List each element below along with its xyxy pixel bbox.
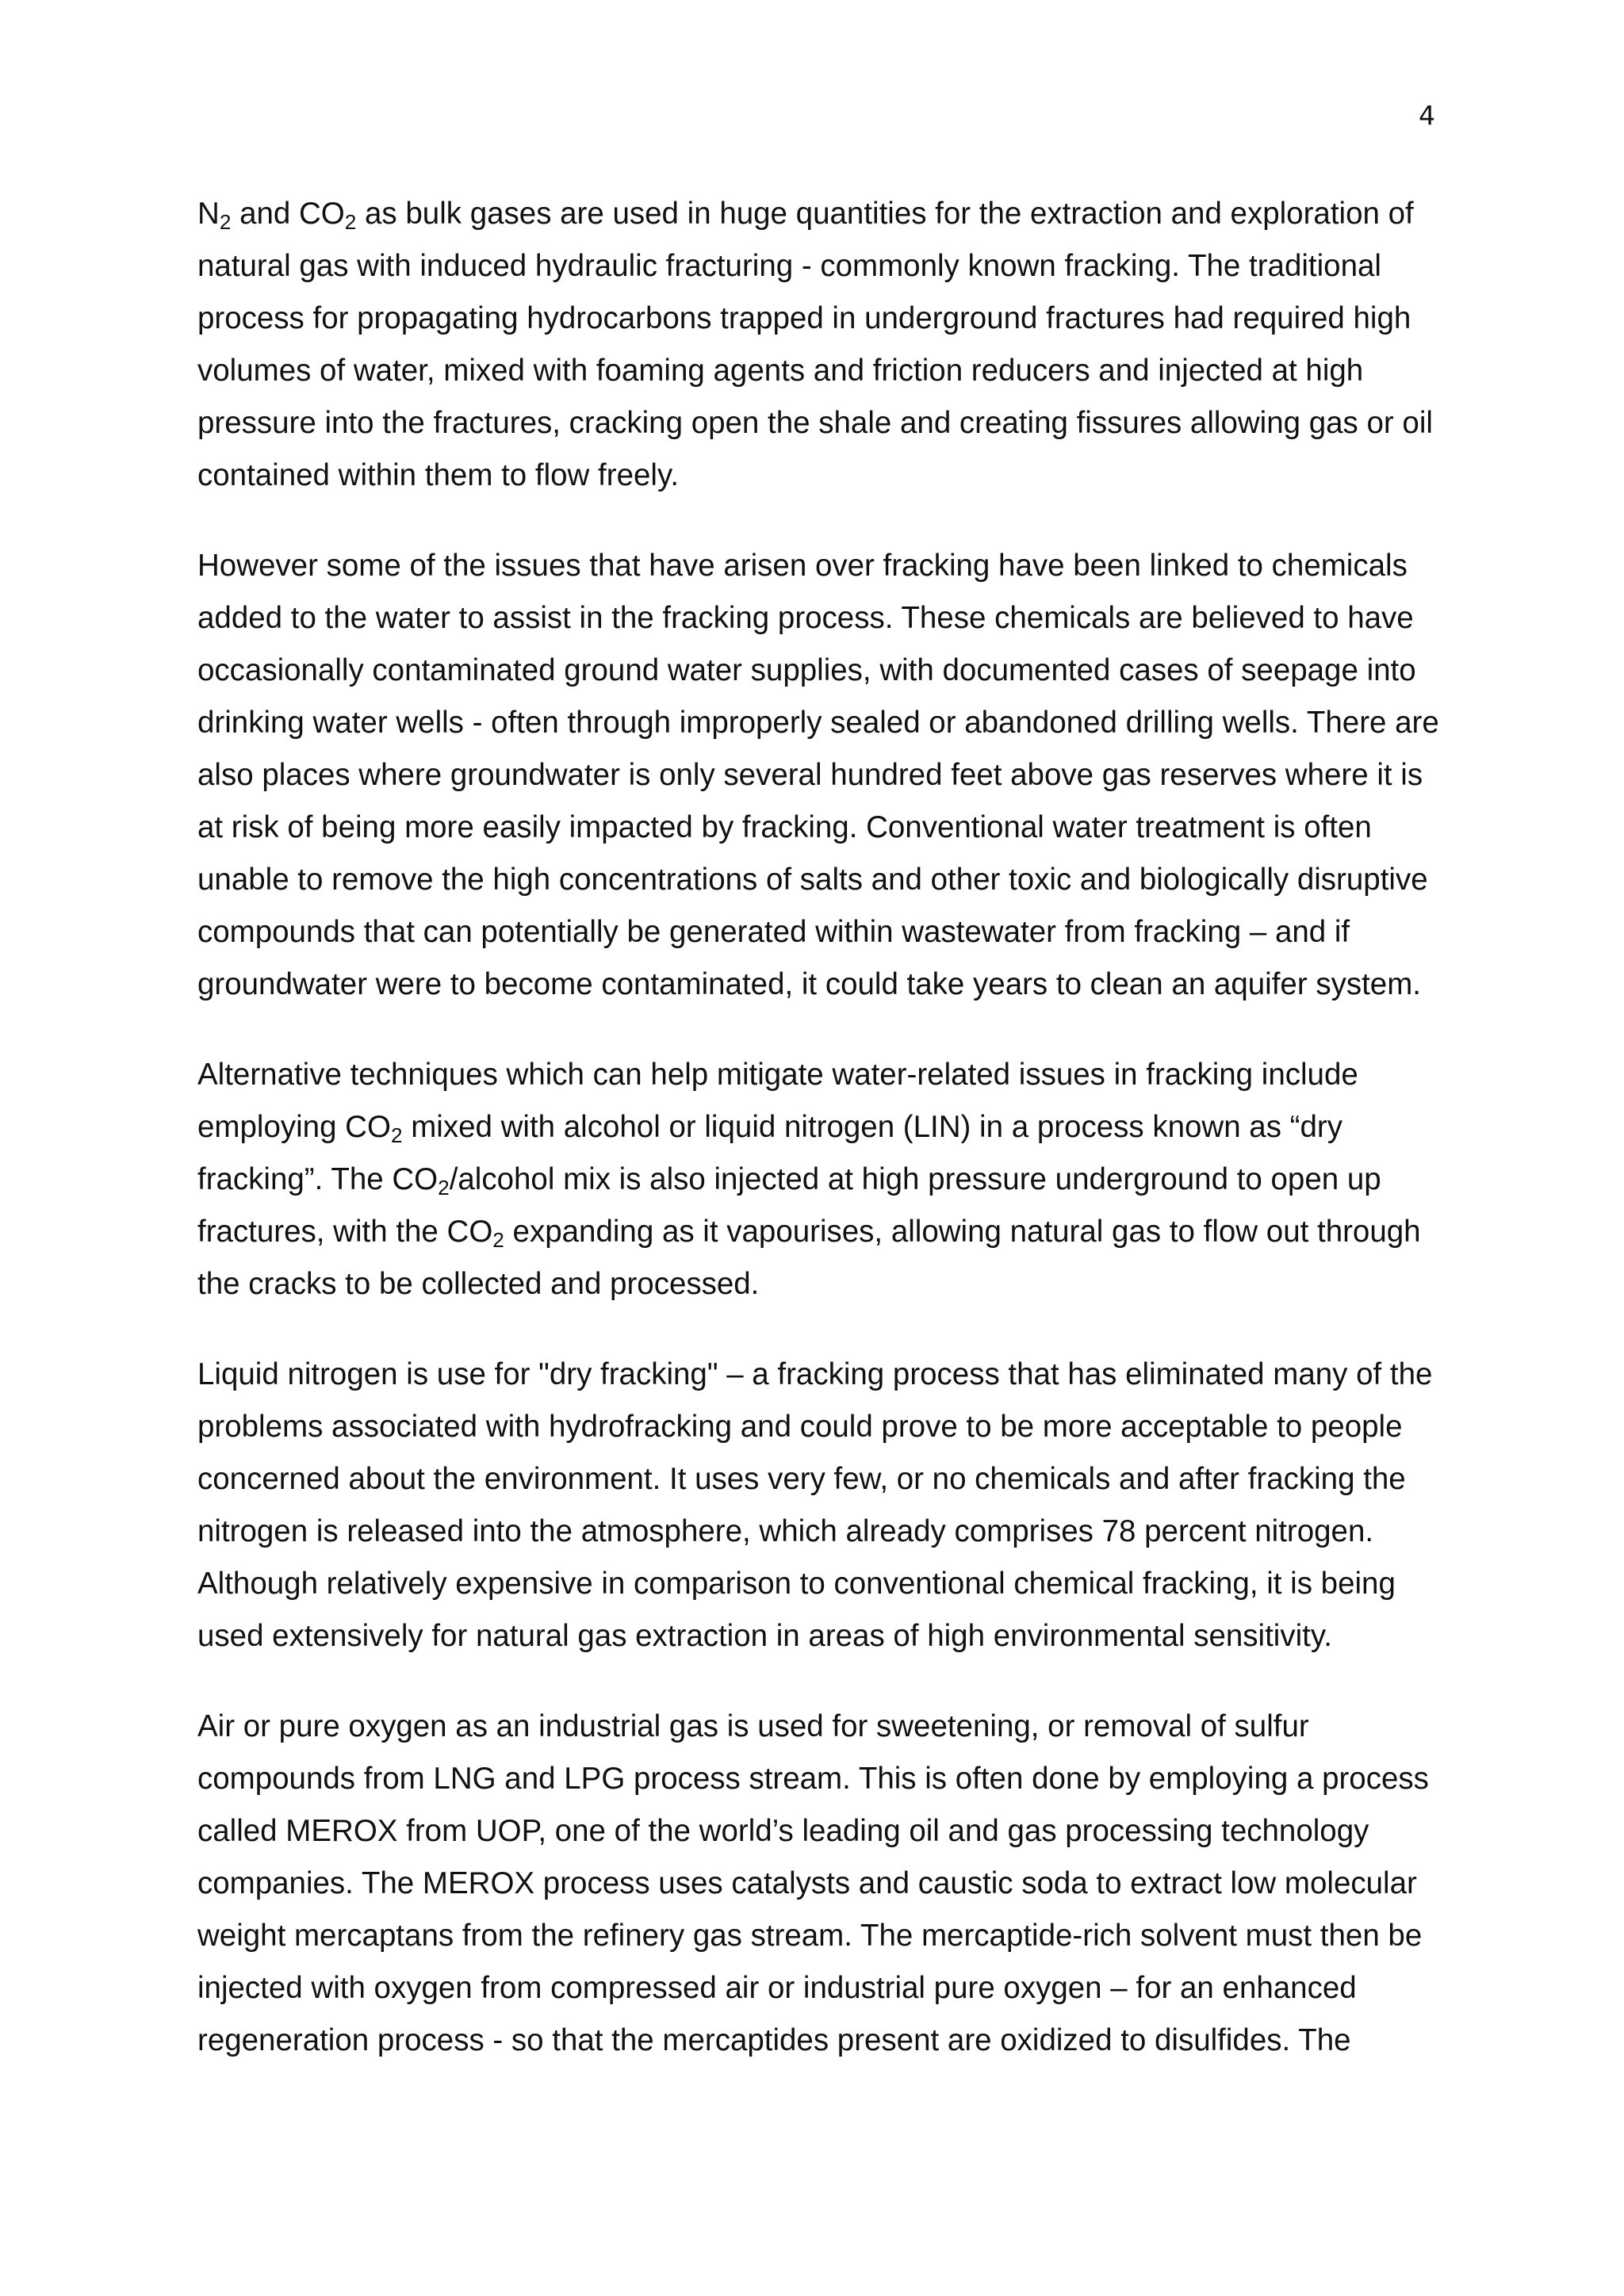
text-run: the cracks to be collected and processed. [197, 1267, 760, 1301]
text-line [197, 1049, 1450, 1101]
text-run: regeneration process - so that the mercaptides present are oxidized to disulfides. The [197, 2023, 1351, 2057]
text-run: natural gas with induced hydraulic fracturing - commonly known fracking. The traditional [197, 249, 1381, 283]
text-run: at risk of being more easily impacted by fracking. Conventional water treatment is often [197, 810, 1372, 844]
subscript: 2 [438, 1175, 450, 1200]
text-run: drinking water wells - often through improperly sealed or abandoned drilling wells. There are [197, 706, 1439, 740]
paragraph [197, 1349, 1450, 1663]
text-line [197, 1453, 1450, 1506]
text-line [197, 1101, 1450, 1154]
text-line [197, 1610, 1450, 1663]
text-run: companies. The MEROX process uses catalysts and caustic soda to extract low molecular [197, 1866, 1417, 1900]
text-run: Air or pure oxygen as an industrial gas is used for sweetening, or removal of sulfur [197, 1709, 1309, 1743]
text-line [197, 1858, 1450, 1910]
text-line [197, 697, 1450, 749]
text-line [197, 1558, 1450, 1610]
subscript: 2 [390, 1123, 403, 1147]
text-run: process for propagating hydrocarbons trapped in underground fractures had required high [197, 301, 1411, 335]
text-run: unable to remove the high concentrations of salts and other toxic and biologically disruptive [197, 863, 1428, 897]
text-run: mixed with alcohol or liquid nitrogen (LIN) in a process known as “dry [402, 1110, 1342, 1144]
text-run: Although relatively expensive in comparison to conventional chemical fracking, it is being [197, 1567, 1396, 1601]
text-line [197, 1349, 1450, 1401]
text-run: N [197, 197, 220, 231]
text-run: volumes of water, mixed with foaming agents and friction reducers and injected at high [197, 354, 1364, 388]
text-run: Liquid nitrogen is use for "dry fracking" – a fracking process that has eliminated many of the [197, 1357, 1433, 1391]
text-line [197, 345, 1450, 397]
text-run: /alcohol mix is also injected at high pressure underground to open up [449, 1162, 1381, 1196]
text-line [197, 1258, 1450, 1311]
text-run: However some of the issues that have arisen over fracking have been linked to chemicals [197, 549, 1408, 583]
text-run: used extensively for natural gas extraction in areas of high environmental sensitivity. [197, 1619, 1332, 1653]
paragraph [197, 1701, 1450, 2067]
text-run: and CO [231, 197, 345, 231]
text-line [197, 802, 1450, 854]
text-line [197, 906, 1450, 959]
subscript: 2 [219, 209, 232, 234]
text-run: groundwater were to become contaminated, it could take years to clean an aquifer system. [197, 967, 1421, 1001]
page-number: 4 [1419, 100, 1435, 131]
text-line [197, 2015, 1450, 2067]
text-line [197, 188, 1450, 240]
text-line [197, 1154, 1450, 1206]
text-line [197, 293, 1450, 345]
paragraph [197, 540, 1450, 1011]
text-run: occasionally contaminated ground water supplies, with documented cases of seepage into [197, 653, 1416, 687]
text-run: called MEROX from UOP, one of the world’s leading oil and gas processing technology [197, 1814, 1369, 1848]
text-line [197, 450, 1450, 502]
text-run: employing CO [197, 1110, 391, 1144]
text-run: pressure into the fractures, cracking open the shale and creating fissures allowing gas or oil [197, 406, 1433, 440]
text-line [197, 1401, 1450, 1453]
text-run: expanding as it vapourises, allowing natural gas to flow out through [504, 1215, 1421, 1249]
text-run: Alternative techniques which can help mitigate water-related issues in fracking include [197, 1058, 1358, 1092]
text-run: fractures, with the CO [197, 1215, 493, 1249]
text-line [197, 1753, 1450, 1805]
paragraph [197, 1049, 1450, 1311]
text-line [197, 1206, 1450, 1258]
text-line [197, 540, 1450, 592]
text-run: also places where groundwater is only several hundred feet above gas reserves where it is [197, 758, 1423, 792]
subscript: 2 [344, 209, 357, 234]
text-line [197, 959, 1450, 1011]
text-run: fracking”. The CO [197, 1162, 439, 1196]
text-run: as bulk gases are used in huge quantities for the extraction and exploration of [356, 197, 1414, 231]
text-run: concerned about the environment. It uses very few, or no chemicals and after fracking the [197, 1462, 1406, 1496]
text-line [197, 749, 1450, 802]
text-line [197, 1701, 1450, 1753]
text-line [197, 592, 1450, 645]
text-run: nitrogen is released into the atmosphere, which already comprises 78 percent nitrogen. [197, 1514, 1374, 1548]
text-run: contained within them to flow freely. [197, 458, 680, 492]
body-text [197, 188, 1450, 2105]
subscript: 2 [492, 1227, 504, 1252]
text-line [197, 854, 1450, 906]
text-run: injected with oxygen from compressed air or industrial pure oxygen – for an enhanced [197, 1971, 1357, 2005]
text-line [197, 1910, 1450, 1962]
text-line [197, 1962, 1450, 2015]
text-line [197, 397, 1450, 450]
text-line [197, 240, 1450, 293]
text-line [197, 645, 1450, 697]
text-line [197, 1506, 1450, 1558]
text-run: weight mercaptans from the refinery gas stream. The mercaptide-rich solvent must then be [197, 1919, 1423, 1953]
text-line [197, 1805, 1450, 1858]
text-run: compounds from LNG and LPG process stream. This is often done by employing a process [197, 1762, 1429, 1796]
paragraph [197, 188, 1450, 502]
text-run: added to the water to assist in the fracking process. These chemicals are believed to have [197, 601, 1414, 635]
text-run: problems associated with hydrofracking and could prove to be more acceptable to people [197, 1410, 1403, 1444]
text-run: compounds that can potentially be generated within wastewater from fracking – and if [197, 915, 1350, 949]
